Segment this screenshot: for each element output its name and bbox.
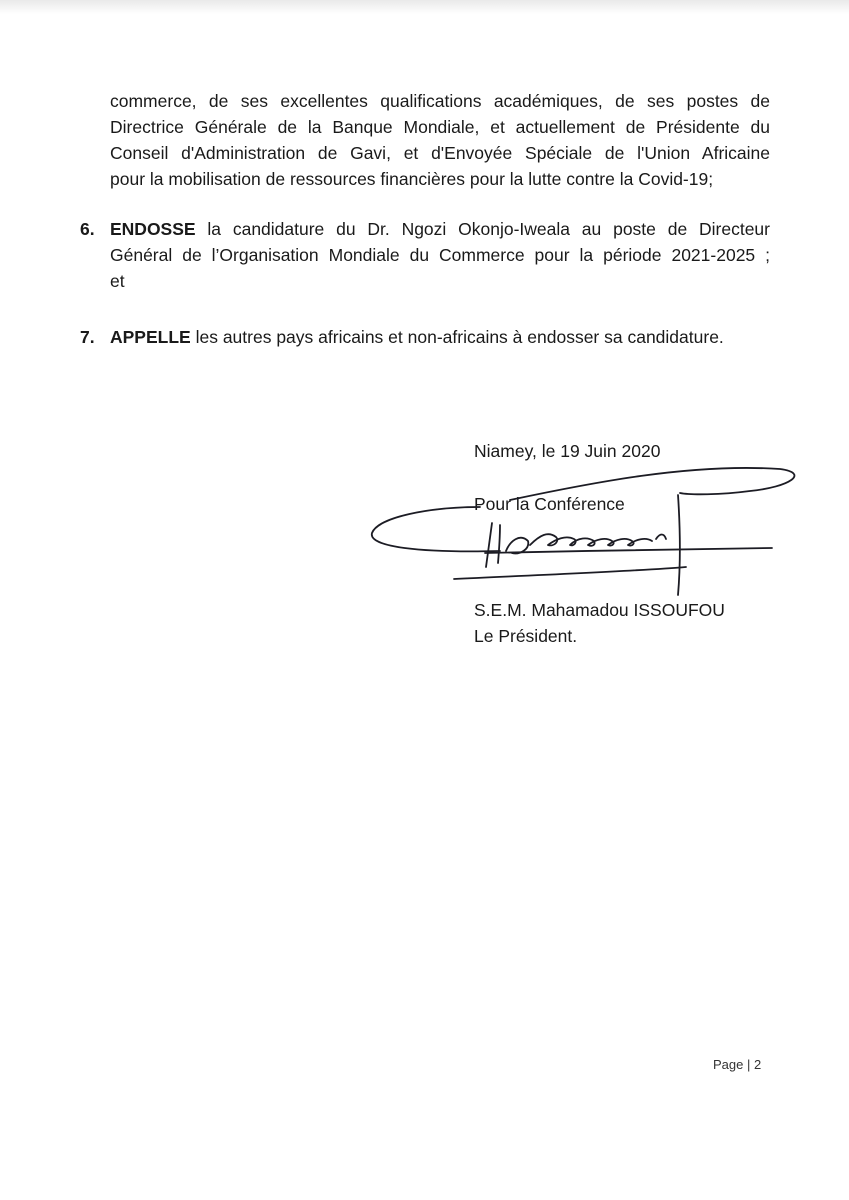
paragraph-line: Directrice Générale de la Banque Mondiale, et actuellement de Présidente du [110,117,770,137]
scan-edge-shadow [0,0,849,14]
item-number: 7. [80,327,95,347]
item-body [110,216,770,294]
item-text: la candidature du Dr. Ngozi Okonjo-Iweala au poste de Directeur [195,219,770,239]
on-behalf-label: Pour la Conférence [474,494,625,514]
page-number: Page | 2 [713,1057,762,1072]
place-date: Niamey, le 19 Juin 2020 [474,441,661,461]
resolution-item-6 [80,216,770,294]
item-keyword: APPELLE [110,327,191,347]
item-line [110,216,770,242]
handwritten-signature [360,455,810,605]
paragraph-line: pour la mobilisation de ressources financières pour la lutte contre la Covid-19; [110,169,714,189]
item-line [110,324,770,350]
continuation-paragraph [110,88,770,192]
item-keyword: ENDOSSE [110,219,196,239]
item-body [110,324,770,350]
item-line: Général de l’Organisation Mondiale du Commerce pour la période 2021-2025 ; [110,245,770,265]
signatory-title: Le Président. [474,626,578,646]
item-text: les autres pays africains et non-africains à endosser sa candidature. [190,327,724,347]
paragraph-line: commerce, de ses excellentes qualifications académiques, de ses postes de [110,91,770,111]
resolution-item-7 [80,324,770,350]
signatory-name: S.E.M. Mahamadou ISSOUFOU [474,600,725,620]
item-number: 6. [80,219,95,239]
paragraph-line: Conseil d'Administration de Gavi, et d'Envoyée Spéciale de l'Union Africaine [110,143,770,163]
item-line: et [110,271,125,291]
